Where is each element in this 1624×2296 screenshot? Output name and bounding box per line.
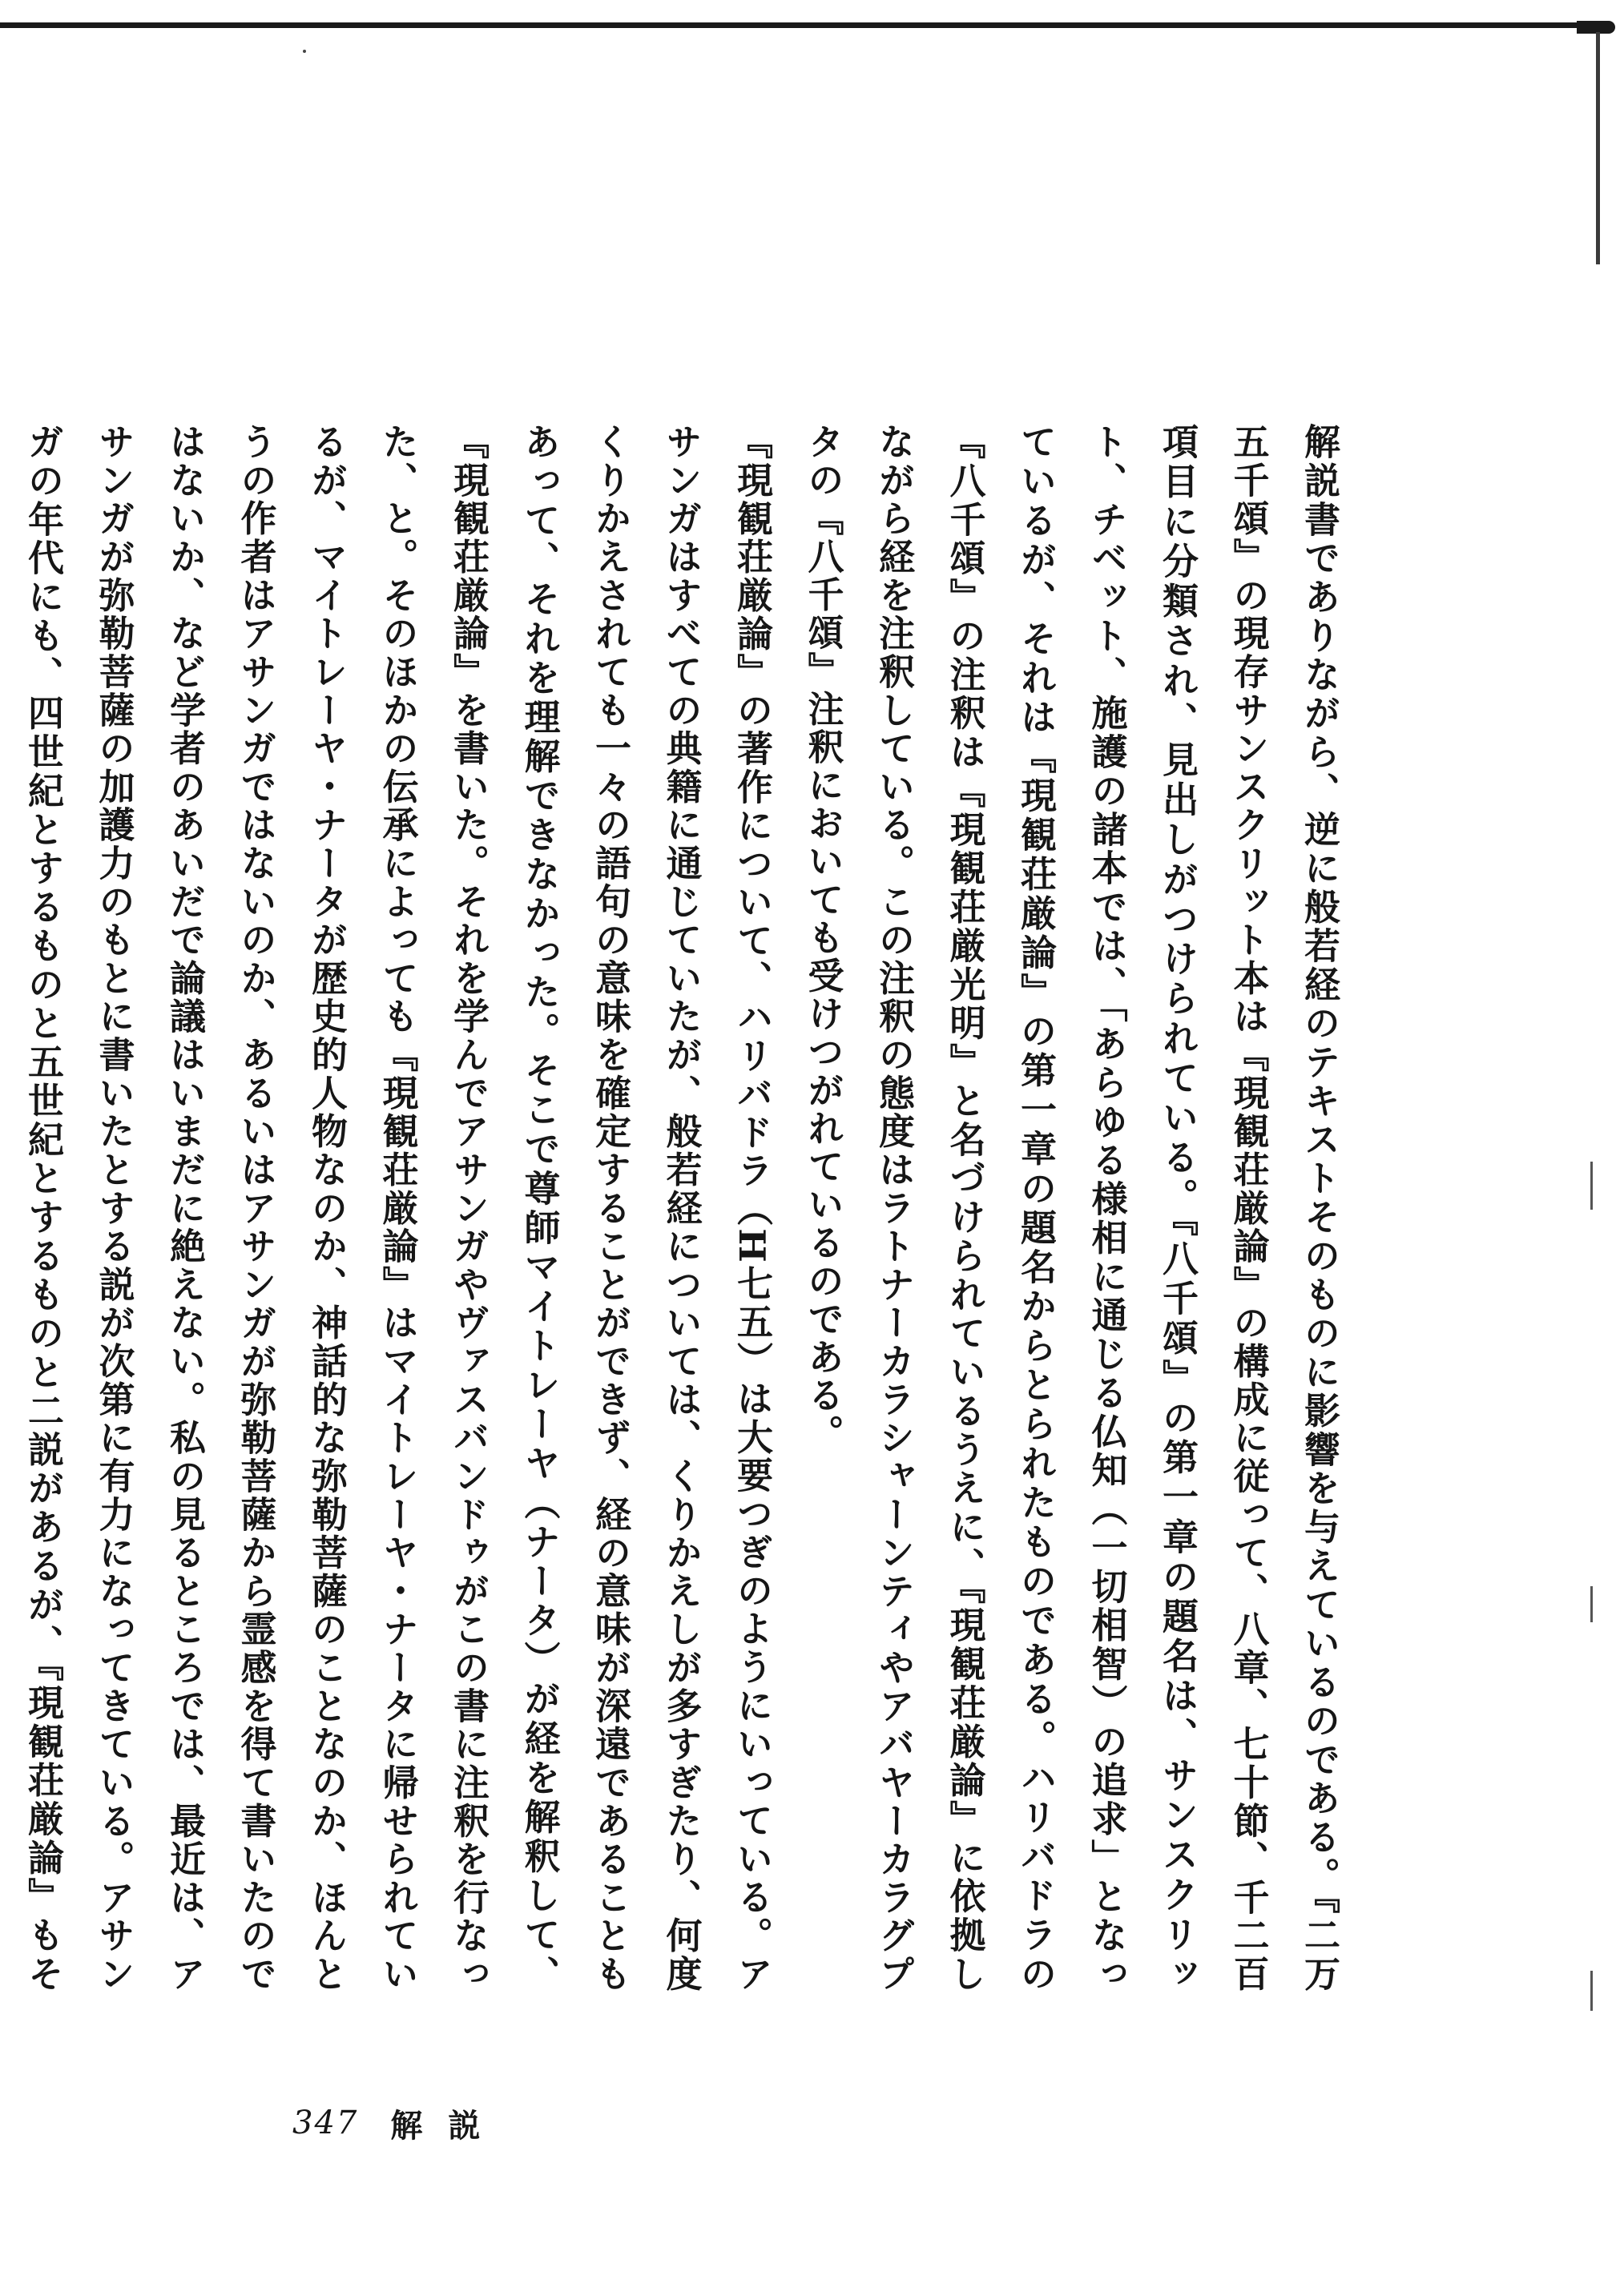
dust-speck <box>303 50 306 53</box>
body-text <box>22 423 1354 1993</box>
running-head: 解説 <box>390 2106 506 2145</box>
page-edge-mark <box>1590 1586 1593 1622</box>
paragraph-2: 『現観荘厳論』の著作について、ハリバドラ（H七五）は大要つぎのようにいっている。アサンガはすべての典籍に通じていたが、般若経については、くりかえしが多すぎたり、何度くりかえされても一々の語句の意味を確定することができず、経の意味が深遠であることもあって、それを理解できなかった。そこで尊師マイトレーヤ（ナータ）が経を解釈して、『現観荘厳論』を書いた。それを学んでアサンガやヴァスバンドゥがこの書に注釈を行なった、と。そのほかの伝承によっても『現観荘厳論』はマイトレーヤ・ナータに帰せられているが、マイトレーヤ・ナータが歴史的人物なのか、神話的な弥勒菩薩のことなのか、ほんとうの作者はアサンガではないのか、あるいはアサンガが弥勒菩薩から霊感を得て書いたのではないか、など学者のあいだで論議はいまだに絶えない。私の見るところでは、最近は、アサンガが弥勒菩薩の加護力のもとに書いたとする説が次第に有力になってきている。アサンガの年代にも、四世紀とするものと五世紀とするものと二説があるが、『現観荘厳論』もそ <box>22 423 773 1993</box>
page-number: 347 <box>292 2105 359 2141</box>
page-footer <box>292 2099 506 2147</box>
page-edge-mark <box>1590 1971 1593 2011</box>
page-edge-mark <box>1590 1162 1593 1210</box>
page-edge-shadow <box>1596 32 1600 264</box>
top-rule <box>0 22 1582 28</box>
paragraph-1: 解説書でありながら、逆に般若経のテキストそのものに影響を与えているのである。『二万五千頌』の現存サンスクリット本は『現観荘厳論』の構成に従って、八章、七十節、千二百項目に分類され、見出しがつけられている。『八千頌』の第一章の題名は、サンスクリット、チベット、施護の諸本では、「あらゆる様相に通じる仏知（一切相智）の追求」となっているが、それは『現観荘厳論』の第一章の題名からとられたものである。ハリバドラの『八千頌』の注釈は『現観荘厳光明』と名づけられているうえに、『現観荘厳論』に依拠しながら経を注釈している。この注釈の態度はラトナーカラシャーンティやアバヤーカラグプタの『八千頌』注釈においても受けつがれているのである。 <box>801 423 1340 1993</box>
